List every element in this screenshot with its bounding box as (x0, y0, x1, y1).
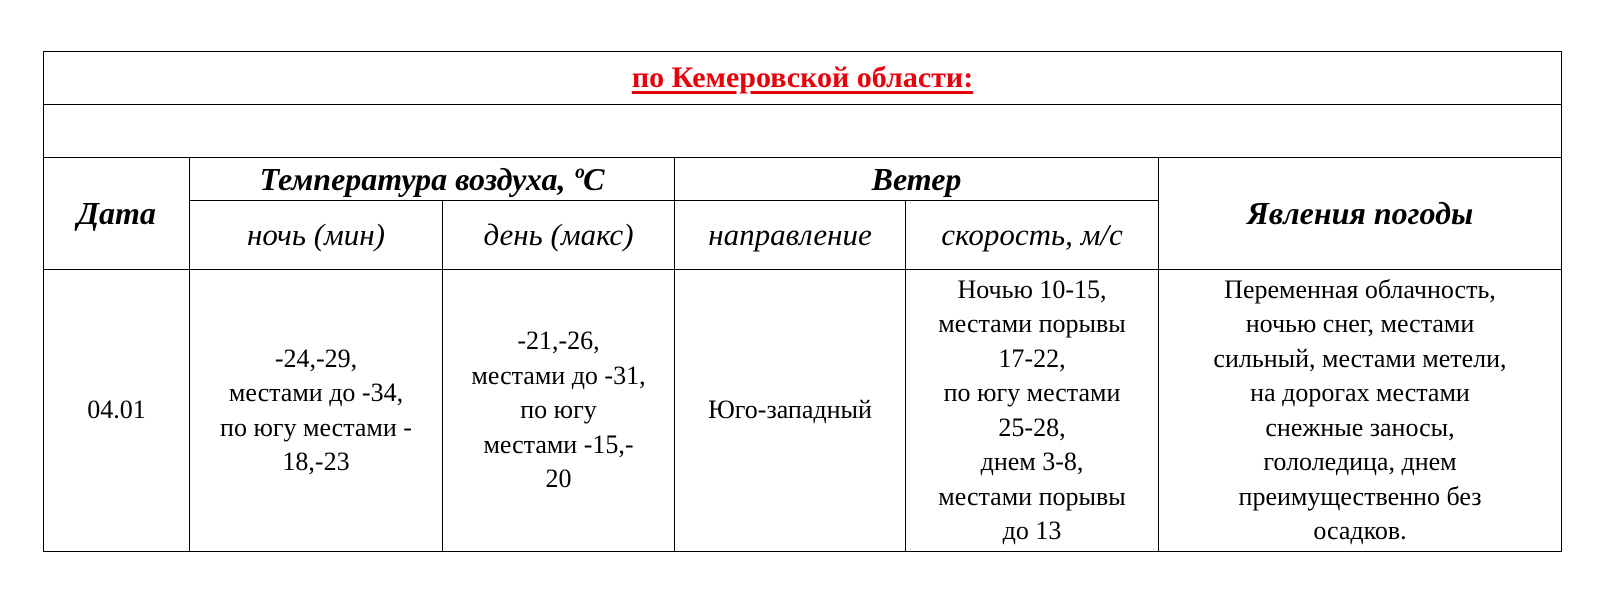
title-cell (44, 52, 1562, 105)
cell-day-temp (443, 270, 675, 552)
header-date: Дата (44, 158, 190, 270)
empty-row (44, 105, 1562, 158)
forecast-table (43, 51, 1562, 552)
cell-line: -24,-29, (274, 343, 358, 373)
cell-night-temp (190, 270, 443, 552)
header-wind: Ветер (675, 158, 1159, 201)
cell-line: местами до -31, (471, 360, 646, 390)
cell-line: 20 (545, 464, 572, 494)
cell-date: 04.01 (44, 270, 190, 552)
cell-line: местами порывы (938, 309, 1126, 338)
cell-line: местами -15,- (483, 429, 634, 459)
cell-line: до 13 (1002, 516, 1062, 545)
cell-wind-direction: Юго-западный (675, 270, 906, 552)
cell-line: осадков. (1313, 516, 1407, 545)
cell-wind-speed (906, 270, 1159, 552)
cell-line: Ночью 10-15, (957, 274, 1107, 304)
header-temperature: Температура воздуха, ºС (190, 158, 675, 201)
cell-line: днем 3-8, (980, 447, 1084, 476)
cell-line: на дорогах местами (1250, 378, 1470, 407)
cell-line: гололедица, днем (1263, 447, 1457, 476)
header-night-min: ночь (мин) (190, 201, 443, 270)
header-speed: скорость, м/с (906, 201, 1159, 270)
header-day-max: день (макс) (443, 201, 675, 270)
cell-line: 17-22, (998, 343, 1066, 373)
cell-phenomena (1159, 270, 1562, 552)
cell-line: 25-28, (998, 412, 1066, 442)
cell-line: местами до -34, (228, 378, 404, 407)
cell-line: снежные заносы, (1265, 412, 1455, 442)
cell-line: ночью снег, местами (1245, 309, 1475, 338)
cell-line: Переменная облачность, (1224, 274, 1496, 304)
cell-line: сильный, местами метели, (1213, 343, 1507, 373)
cell-line: по югу местами - (220, 412, 412, 442)
region-title: по Кемеровской области: (631, 61, 974, 94)
cell-line: 18,-23 (282, 447, 350, 476)
cell-line: преимущественно без (1238, 481, 1482, 511)
header-phenomena: Явления погоды (1159, 158, 1562, 270)
cell-line: местами порывы (938, 481, 1126, 511)
header-direction: направление (675, 201, 906, 270)
cell-line: по югу местами (943, 378, 1121, 407)
cell-line: -21,-26, (517, 326, 600, 356)
cell-line: по югу (520, 395, 597, 425)
